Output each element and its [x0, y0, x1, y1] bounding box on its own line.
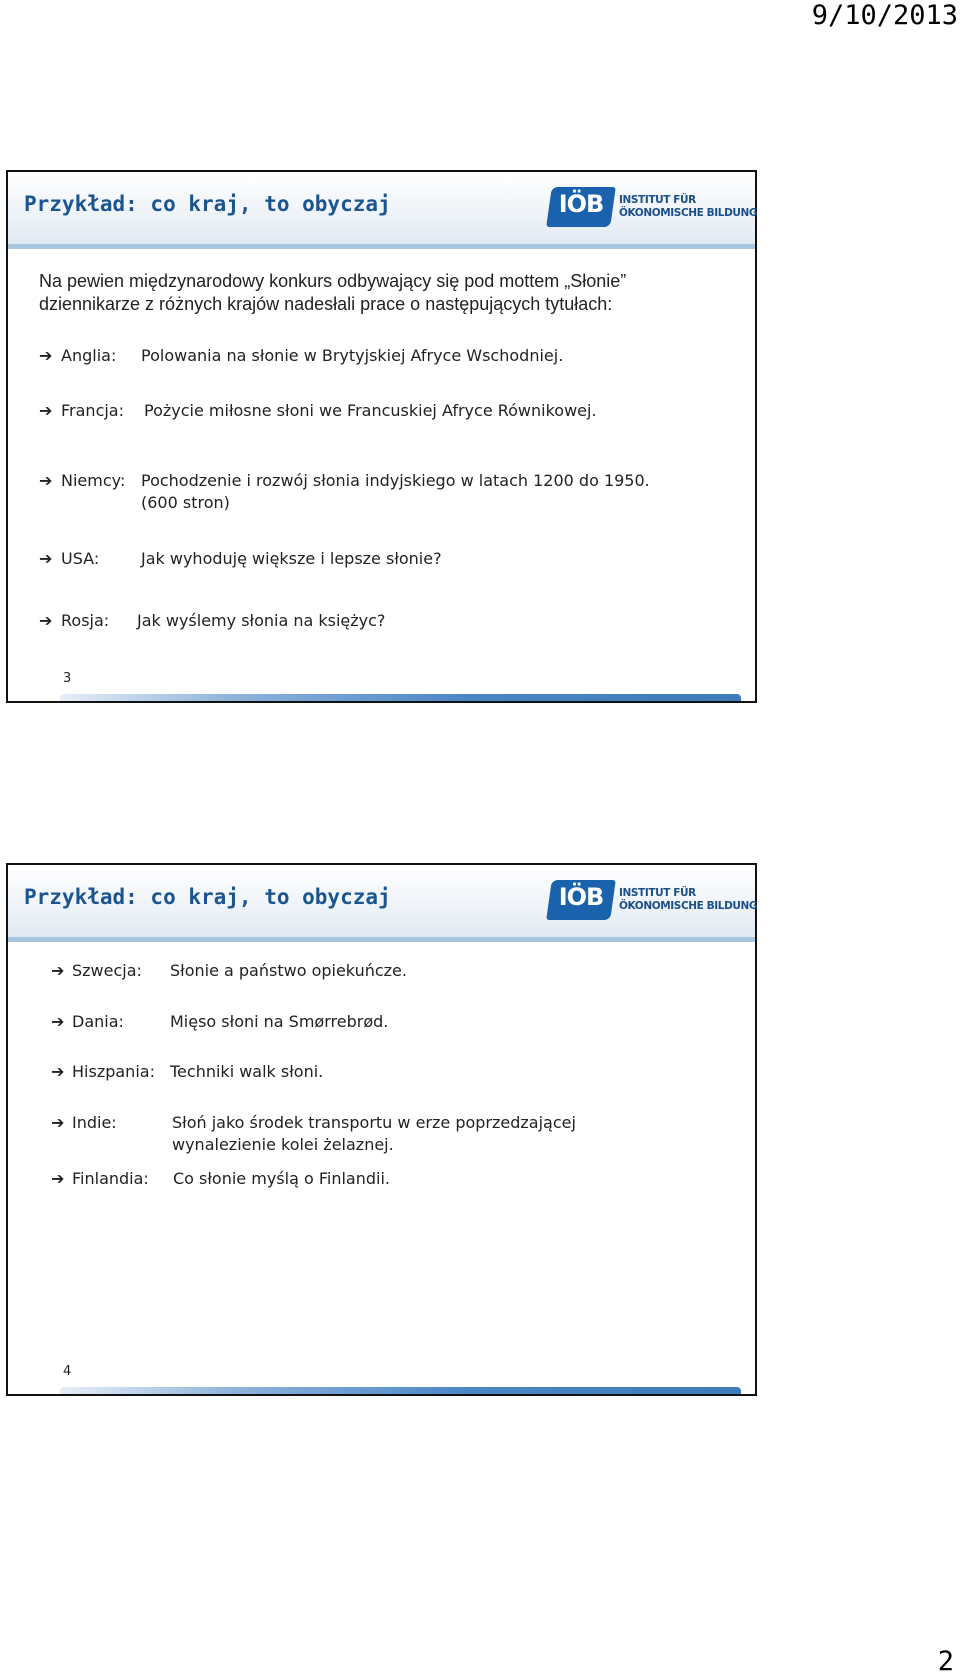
arrow-icon: ➔: [39, 471, 53, 490]
country-label: Indie:: [72, 1113, 117, 1132]
entry-title: Słonie a państwo opiekuńcze.: [170, 961, 407, 980]
entry-title: Pożycie miłosne słoni we Francuskiej Afryce Równikowej.: [144, 401, 597, 420]
entry-title: Słoń jako środek transportu w erze poprzedzającej: [172, 1113, 576, 1132]
country-label: Francja:: [61, 401, 124, 420]
page-number: 2: [937, 1646, 954, 1677]
country-label: Niemcy:: [61, 471, 126, 490]
logo-mark-text: IÖB: [558, 190, 604, 218]
page-date: 9/10/2013: [811, 0, 958, 31]
country-label: USA:: [61, 549, 100, 568]
arrow-icon: ➔: [39, 401, 53, 420]
entry-title: Pochodzenie i rozwój słonia indyjskiego w latach 1200 do 1950.: [141, 471, 650, 490]
arrow-icon: ➔: [51, 961, 65, 980]
country-label: Szwecja:: [72, 961, 142, 980]
slide-header: [8, 172, 758, 249]
logo-mark-text: IÖB: [558, 883, 604, 911]
intro-line-2: dziennikarze z różnych krajów nadesłali prace o następujących tytułach:: [39, 294, 613, 314]
entry-title: Polowania na słonie w Brytyjskiej Afryce Wschodniej.: [141, 346, 564, 365]
entry-title: Co słonie myślą o Finlandii.: [173, 1169, 390, 1188]
entry-title-line-2: wynalezienie kolei żelaznej.: [172, 1135, 394, 1154]
intro-line-1: Na pewien międzynarodowy konkurs odbywający się pod mottem „Słonie”: [39, 271, 627, 291]
country-label: Anglia:: [61, 346, 117, 365]
country-label: Hiszpania:: [72, 1062, 155, 1081]
entry-title: Mięso słoni na Smørrebrød.: [170, 1012, 389, 1031]
footer-bar: [60, 1387, 741, 1394]
country-label: Dania:: [72, 1012, 124, 1031]
slide-title: Przykład: co kraj, to obyczaj: [24, 885, 391, 909]
arrow-icon: ➔: [51, 1012, 65, 1031]
footer-bar: [60, 694, 741, 701]
logo-line-2: ÖKONOMISCHE BILDUNG: [619, 900, 758, 912]
ioeb-logo: [549, 880, 758, 924]
country-label: Finlandia:: [72, 1169, 149, 1188]
logo-line-1: INSTITUT FÜR: [619, 194, 696, 206]
slide-4: [6, 863, 757, 1396]
logo-line-1: INSTITUT FÜR: [619, 887, 696, 899]
arrow-icon: ➔: [51, 1062, 65, 1081]
entry-title: Jak wyślemy słonia na księżyc?: [137, 611, 386, 630]
slide-3: [6, 170, 757, 703]
entry-title: Techniki walk słoni.: [170, 1062, 324, 1081]
arrow-icon: ➔: [51, 1169, 65, 1188]
country-label: Rosja:: [61, 611, 110, 630]
entry-title-line-2: (600 stron): [141, 493, 230, 512]
ioeb-logo: [549, 187, 758, 231]
entry-title: Jak wyhoduję większe i lepsze słonie?: [141, 549, 442, 568]
arrow-icon: ➔: [51, 1113, 65, 1132]
arrow-icon: ➔: [39, 346, 53, 365]
logo-line-2: ÖKONOMISCHE BILDUNG: [619, 207, 758, 219]
slide-header: [8, 865, 758, 942]
slide-number: 3: [63, 671, 72, 686]
arrow-icon: ➔: [39, 611, 53, 630]
slide-title: Przykład: co kraj, to obyczaj: [24, 192, 391, 216]
slide-number: 4: [63, 1364, 72, 1379]
arrow-icon: ➔: [39, 549, 53, 568]
